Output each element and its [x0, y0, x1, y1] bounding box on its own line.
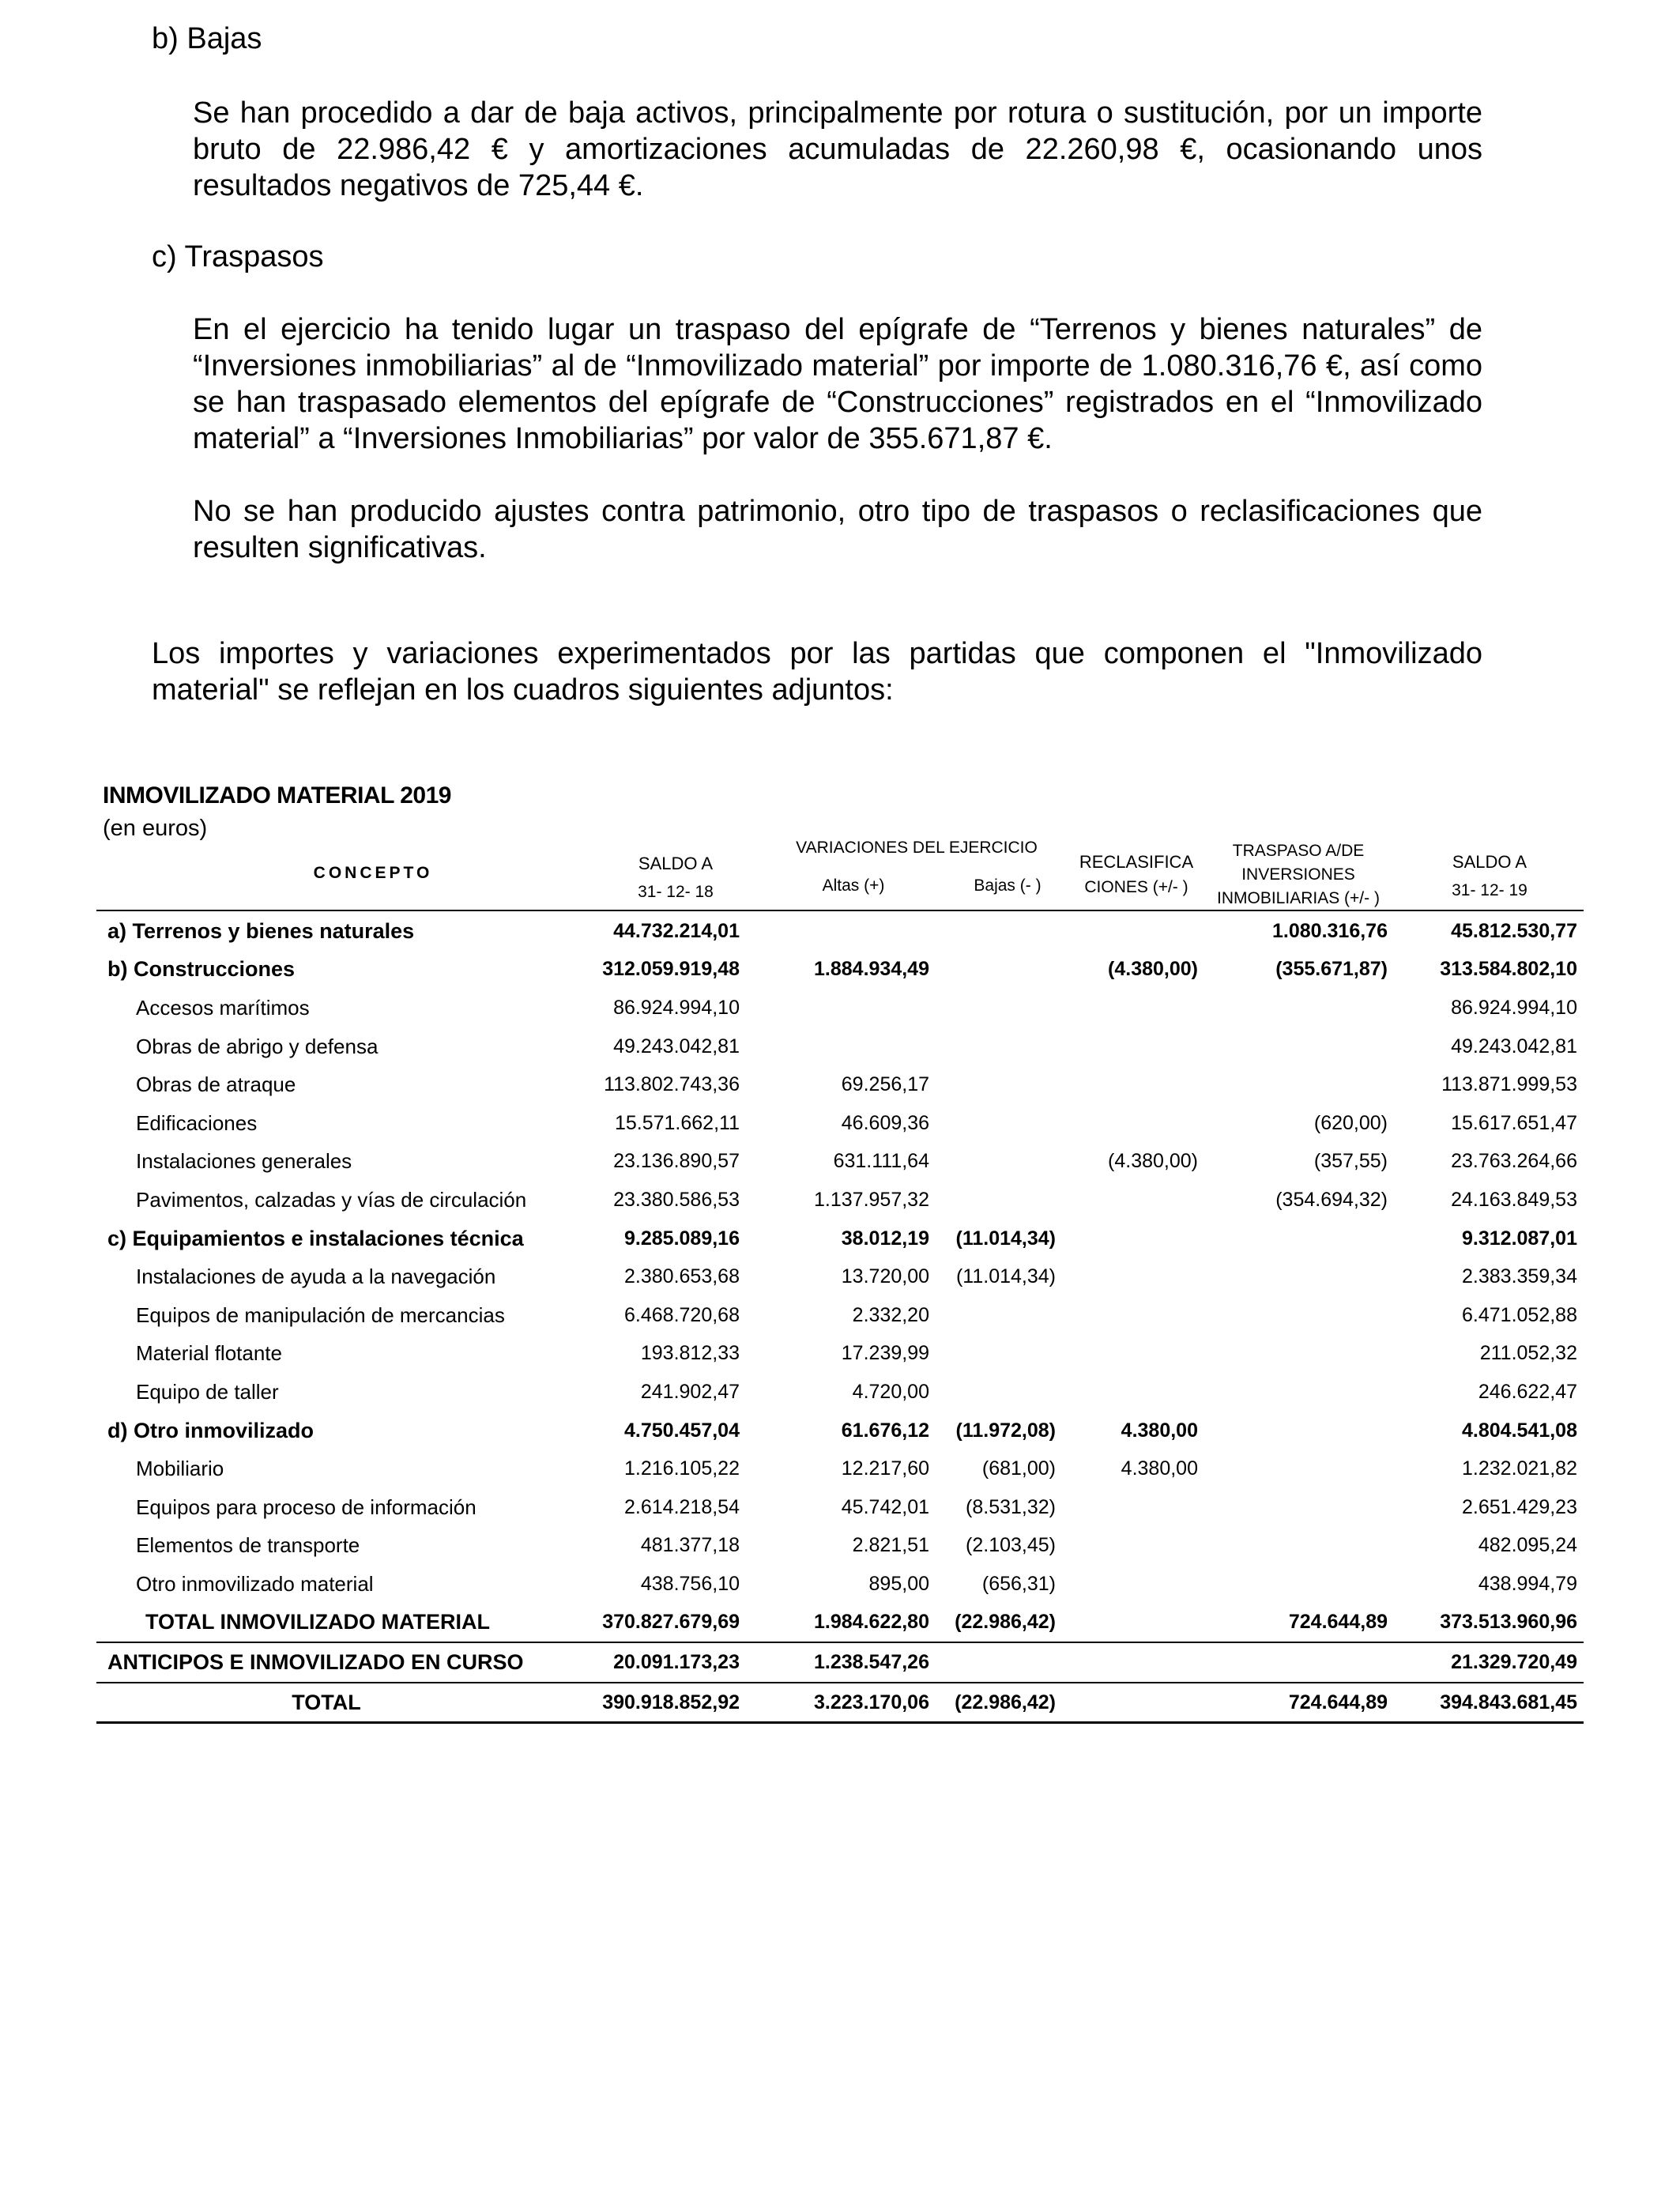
cell-bajas — [936, 989, 1062, 1027]
cell-saldo-ini: 193.812,33 — [640, 1342, 740, 1365]
paragraph-traspasos-2: No se han producido ajustes contra patrimonio, otro tipo de traspasos o reclasificaciones que resulten significativas. — [193, 495, 1482, 564]
table-row — [96, 1642, 1584, 1683]
table-body — [96, 912, 1584, 1723]
cell-traspaso — [1204, 1065, 1394, 1104]
cell-traspaso — [1204, 1335, 1394, 1374]
cell-traspaso — [1204, 1027, 1394, 1066]
cell-altas: 17.239,99 — [841, 1342, 929, 1365]
cell-traspaso: 1.080.316,76 — [1272, 919, 1388, 942]
cell-reclas: 4.380,00 — [1121, 1419, 1198, 1442]
cell-altas: 1.238.547,26 — [746, 1642, 936, 1683]
cell-saldo-fin: 21.329.720,49 — [1394, 1642, 1584, 1683]
cell-bajas — [936, 1104, 1062, 1143]
cell-saldo-fin: 1.232.021,82 — [1462, 1457, 1577, 1480]
cell-saldo-ini: 481.377,18 — [640, 1534, 740, 1557]
cell-reclas — [1062, 1527, 1204, 1566]
table-row — [96, 1373, 1584, 1412]
header-saldo-final-line1: SALDO A — [1452, 852, 1527, 872]
table-row — [96, 1604, 1584, 1643]
cell-altas: 46.609,36 — [841, 1111, 929, 1134]
cell-saldo-fin: 373.513.960,96 — [1440, 1611, 1577, 1634]
cell-concepto: Instalaciones de ayuda a la navegación — [136, 1265, 496, 1289]
table-row — [96, 1104, 1584, 1143]
cell-concepto: Mobiliario — [136, 1457, 224, 1481]
paragraph-traspasos-1: En el ejercicio ha tenido lugar un traspaso del epígrafe de “Terrenos y bienes naturales” de “Inversiones inmobiliarias” al de “Inmovilizado material” por importe de 1.080.316,76 €, así como se han traspasado elementos del epígrafe de “Construcciones” registrados en el “Inmovilizado material” a “Inversiones Inmobiliarias” por valor de 355.671,87 €. — [193, 313, 1482, 455]
table-row — [96, 1296, 1584, 1335]
cell-traspaso: (355.671,87) — [1275, 958, 1388, 981]
cell-altas: 12.217,60 — [841, 1457, 929, 1480]
cell-saldo-ini: 2.380.653,68 — [624, 1265, 740, 1288]
cell-reclas — [1062, 1181, 1204, 1220]
cell-concepto: Obras de abrigo y defensa — [136, 1034, 379, 1058]
cell-saldo-ini: 15.571.662,11 — [614, 1111, 740, 1134]
cell-reclas — [1062, 1065, 1204, 1104]
cell-traspaso — [1204, 989, 1394, 1027]
cell-traspaso — [1204, 1488, 1394, 1527]
header-traspaso-line2: INVERSIONES — [1241, 865, 1355, 884]
cell-traspaso: 724.644,89 — [1288, 1611, 1388, 1634]
cell-concepto: Material flotante — [136, 1341, 282, 1366]
cell-altas: 61.676,12 — [841, 1419, 929, 1442]
cell-concepto: Pavimentos, calzadas y vías de circulación — [136, 1187, 527, 1212]
cell-concepto: Obras de atraque — [136, 1072, 296, 1097]
cell-concepto: b) Construcciones — [107, 957, 296, 982]
cell-reclas — [1062, 1642, 1204, 1683]
cell-altas: 1.984.622,80 — [814, 1611, 929, 1634]
cell-bajas — [936, 1373, 1062, 1412]
cell-traspaso — [1204, 1373, 1394, 1412]
cell-bajas: (22.986,42) — [936, 1683, 1062, 1723]
cell-saldo-ini: 9.285.089,16 — [624, 1227, 740, 1250]
cell-saldo-fin: 113.871.999,53 — [1441, 1073, 1577, 1096]
cell-altas: 13.720,00 — [841, 1265, 929, 1288]
cell-concepto: Equipos para proceso de información — [136, 1495, 477, 1519]
cell-traspaso — [1204, 1449, 1394, 1488]
cell-concepto: TOTAL — [96, 1683, 556, 1723]
cell-saldo-fin: 394.843.681,45 — [1394, 1683, 1584, 1723]
cell-saldo-ini: 49.243.042,81 — [613, 1035, 740, 1057]
cell-reclas — [1062, 1683, 1204, 1723]
heading-bajas: b) Bajas — [152, 22, 262, 55]
header-saldo-final — [1414, 850, 1565, 903]
cell-altas — [746, 989, 936, 1027]
cell-saldo-ini: 241.902,47 — [640, 1380, 740, 1403]
cell-saldo-ini: 23.136.890,57 — [613, 1150, 740, 1173]
cell-reclas: (4.380,00) — [1108, 1150, 1198, 1173]
cell-saldo-ini: 44.732.214,01 — [613, 919, 740, 942]
cell-bajas: (8.531,32) — [966, 1495, 1056, 1518]
header-concepto: CONCEPTO — [313, 864, 433, 882]
table-row — [96, 1027, 1584, 1066]
cell-traspaso: (357,55) — [1313, 1150, 1388, 1173]
cell-traspaso — [1204, 1220, 1394, 1258]
cell-saldo-ini: 86.924.994,10 — [613, 996, 740, 1019]
cell-concepto: Otro inmovilizado material — [136, 1571, 374, 1596]
inmovilizado-table — [96, 912, 1584, 1724]
cell-saldo-fin: 6.471.052,88 — [1462, 1303, 1577, 1326]
cell-bajas: (656,31) — [981, 1572, 1056, 1595]
cell-bajas — [936, 1065, 1062, 1104]
cell-reclas — [1062, 1257, 1204, 1296]
cell-concepto: ANTICIPOS E INMOVILIZADO EN CURSO — [96, 1642, 556, 1683]
cell-saldo-fin: 211.052,32 — [1479, 1342, 1577, 1365]
cell-bajas — [936, 1143, 1062, 1182]
cell-saldo-ini: 312.059.919,48 — [602, 958, 740, 981]
header-reclasificaciones — [1065, 850, 1207, 899]
cell-reclas: 4.380,00 — [1121, 1457, 1198, 1480]
table-row — [96, 1683, 1584, 1723]
cell-saldo-fin: 246.622,47 — [1478, 1380, 1577, 1403]
paragraph-intro: Los importes y variaciones experimentados por las partidas que componen el "Inmovilizado material" se reflejan en los cuadros siguientes adjuntos: — [152, 637, 1482, 707]
cell-concepto: Equipo de taller — [136, 1379, 279, 1404]
cell-saldo-fin: 24.163.849,53 — [1451, 1188, 1577, 1211]
cell-traspaso: (620,00) — [1313, 1111, 1388, 1134]
cell-altas: 4.720,00 — [852, 1380, 929, 1403]
cell-bajas: (11.014,34) — [955, 1265, 1056, 1288]
cell-bajas: (2.103,45) — [966, 1534, 1056, 1557]
cell-reclas — [1062, 1104, 1204, 1143]
cell-concepto: Equipos de manipulación de mercancias — [136, 1302, 505, 1327]
cell-saldo-fin: 4.804.541,08 — [1462, 1419, 1577, 1442]
header-rule — [96, 910, 1584, 911]
cell-concepto: d) Otro inmovilizado — [107, 1418, 314, 1442]
cell-traspaso — [1204, 1296, 1394, 1335]
cell-saldo-fin: 2.651.429,23 — [1462, 1495, 1577, 1518]
cell-reclas — [1062, 1335, 1204, 1374]
cell-saldo-ini: 23.380.586,53 — [613, 1188, 740, 1211]
cell-bajas: (22.986,42) — [955, 1611, 1056, 1634]
cell-bajas — [936, 912, 1062, 951]
cell-altas: 1.137.957,32 — [814, 1188, 929, 1211]
table-title: INMOVILIZADO MATERIAL 2019 — [103, 782, 451, 809]
cell-bajas: (11.972,08) — [955, 1419, 1056, 1442]
table-row — [96, 1335, 1584, 1374]
cell-saldo-fin: 23.763.264,66 — [1451, 1150, 1577, 1173]
table-row — [96, 1257, 1584, 1296]
cell-traspaso — [1204, 1257, 1394, 1296]
cell-saldo-fin: 2.383.359,34 — [1462, 1265, 1577, 1288]
cell-traspaso — [1204, 1642, 1394, 1683]
cell-reclas — [1062, 1488, 1204, 1527]
cell-altas: 2.821,51 — [852, 1534, 929, 1557]
cell-saldo-ini: 4.750.457,04 — [624, 1419, 740, 1442]
table-row — [96, 951, 1584, 990]
header-traspaso-line1: TRASPASO A/DE — [1232, 842, 1365, 860]
cell-bajas — [936, 1027, 1062, 1066]
cell-bajas — [936, 1335, 1062, 1374]
header-traspaso-line3: INMOBILIARIAS (+/- ) — [1217, 889, 1380, 907]
cell-saldo-ini: 390.918.852,92 — [556, 1683, 746, 1723]
cell-traspaso — [1204, 1565, 1394, 1604]
cell-reclas — [1062, 1373, 1204, 1412]
cell-bajas: (11.014,34) — [955, 1227, 1056, 1250]
cell-traspaso: (354.694,32) — [1275, 1188, 1388, 1211]
cell-concepto: Elementos de transporte — [136, 1533, 360, 1558]
cell-bajas: (681,00) — [981, 1457, 1056, 1480]
table-row — [96, 1565, 1584, 1604]
cell-altas: 631.111,64 — [833, 1150, 929, 1173]
table-subtitle: (en euros) — [103, 816, 208, 841]
cell-saldo-ini: 2.614.218,54 — [624, 1495, 740, 1518]
cell-saldo-fin: 15.617.651,47 — [1451, 1111, 1577, 1134]
table-row — [96, 1220, 1584, 1258]
table-row — [96, 989, 1584, 1027]
cell-saldo-ini: 113.802.743,36 — [604, 1073, 740, 1096]
table-row — [96, 1412, 1584, 1450]
header-traspaso — [1207, 839, 1389, 910]
cell-bajas — [936, 1296, 1062, 1335]
cell-saldo-ini: 438.756,10 — [640, 1572, 740, 1595]
cell-saldo-fin: 9.312.087,01 — [1462, 1227, 1577, 1250]
cell-saldo-fin: 482.095,24 — [1478, 1534, 1577, 1557]
cell-bajas — [936, 1642, 1062, 1683]
header-variaciones: VARIACIONES DEL EJERCICIO — [796, 839, 1038, 857]
cell-concepto: Edificaciones — [136, 1110, 258, 1135]
cell-reclas — [1062, 1027, 1204, 1066]
heading-traspasos: c) Traspasos — [152, 240, 324, 273]
header-bajas: Bajas (- ) — [974, 876, 1042, 895]
cell-reclas — [1062, 989, 1204, 1027]
cell-traspaso: 724.644,89 — [1204, 1683, 1394, 1723]
table-row — [96, 1449, 1584, 1488]
cell-saldo-ini: 6.468.720,68 — [624, 1303, 740, 1326]
cell-reclas — [1062, 1604, 1204, 1643]
cell-saldo-ini: 20.091.173,23 — [556, 1642, 746, 1683]
cell-concepto: c) Equipamientos e instalaciones técnica — [107, 1226, 524, 1250]
cell-saldo-fin: 313.584.802,10 — [1440, 958, 1577, 981]
cell-altas: 45.742,01 — [841, 1495, 929, 1518]
cell-saldo-ini: 1.216.105,22 — [624, 1457, 740, 1480]
header-saldo-inicial-line2: 31- 12- 18 — [638, 883, 714, 901]
cell-saldo-fin: 438.994,79 — [1478, 1572, 1577, 1595]
header-reclas-line2: CIONES (+/- ) — [1084, 878, 1188, 896]
cell-concepto: Accesos marítimos — [136, 995, 310, 1020]
header-reclas-line1: RECLASIFICA — [1079, 852, 1194, 872]
cell-altas: 2.332,20 — [852, 1303, 929, 1326]
header-altas: Altas (+) — [822, 876, 885, 895]
table-row — [96, 1143, 1584, 1182]
cell-altas — [746, 1027, 936, 1066]
cell-concepto: TOTAL INMOVILIZADO MATERIAL — [145, 1610, 490, 1634]
cell-concepto: a) Terrenos y bienes naturales — [107, 918, 415, 943]
paragraph-bajas: Se han procedido a dar de baja activos, principalmente por rotura o sustitución, por un importe bruto de 22.986,42 € y amortizaciones acumuladas de 22.260,98 €, ocasionando unos resultados negativos de 725,44 €. — [193, 96, 1482, 202]
cell-reclas: (4.380,00) — [1108, 958, 1198, 981]
header-saldo-inicial-line1: SALDO A — [638, 854, 714, 873]
cell-concepto: Instalaciones generales — [136, 1149, 352, 1174]
cell-reclas — [1062, 1565, 1204, 1604]
cell-altas: 1.884.934,49 — [814, 958, 929, 981]
cell-reclas — [1062, 912, 1204, 951]
cell-altas — [746, 912, 936, 951]
header-saldo-final-line2: 31- 12- 19 — [1452, 881, 1527, 899]
cell-traspaso — [1204, 1527, 1394, 1566]
table-row — [96, 1488, 1584, 1527]
cell-altas: 3.223.170,06 — [746, 1683, 936, 1723]
cell-altas: 69.256,17 — [841, 1073, 929, 1096]
table-row — [96, 1065, 1584, 1104]
cell-saldo-ini: 370.827.679,69 — [602, 1611, 740, 1634]
cell-saldo-fin: 45.812.530,77 — [1451, 919, 1577, 942]
cell-bajas — [936, 1181, 1062, 1220]
cell-altas: 38.012,19 — [841, 1227, 929, 1250]
table-row — [96, 1181, 1584, 1220]
cell-saldo-fin: 86.924.994,10 — [1451, 996, 1577, 1019]
cell-traspaso — [1204, 1412, 1394, 1450]
table-row — [96, 1527, 1584, 1566]
table-row — [96, 912, 1584, 951]
cell-bajas — [936, 951, 1062, 990]
cell-altas: 895,00 — [868, 1572, 929, 1595]
cell-reclas — [1062, 1296, 1204, 1335]
cell-reclas — [1062, 1220, 1204, 1258]
cell-saldo-fin: 49.243.042,81 — [1451, 1035, 1577, 1057]
header-saldo-inicial — [608, 852, 743, 904]
